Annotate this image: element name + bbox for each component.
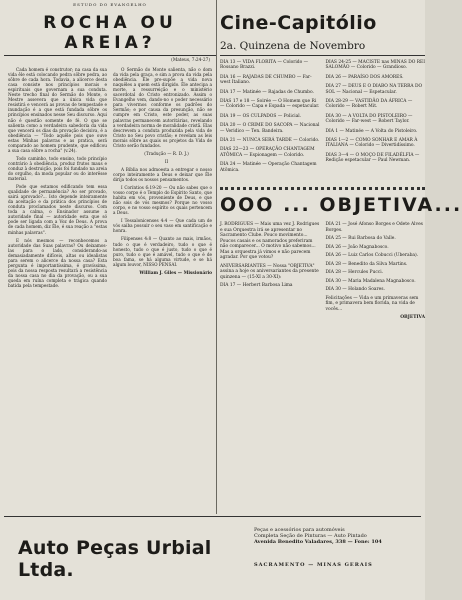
birthday-item: DIA 28 — Hercules Pucci. <box>325 270 384 276</box>
birthday-item: DIA 30 — Maria Madalena Magnabosco. <box>325 278 416 284</box>
paragraph: A Bíblia nos admoesta a entregar o nosso corpo inteiramente a Deus e deixar que Êle dirija todos os nossos pensamentos. <box>113 166 212 182</box>
objetiva-title: OOO ... OBJETIVA... <box>220 187 425 216</box>
paragraph: Todo caminho, todo ensino, todo princípio contrário à obediência, produz frutos maus e conduz à destruição, pois foi fundado na areia do orgulho, da moda popular ou do interêsse material. <box>8 155 107 182</box>
birthday-item: DIA 26 — João Magnabosco. <box>325 244 389 250</box>
paragraph: DIA 17 — Herbert Barbosa Lima <box>220 283 293 289</box>
ad-line: Peças e acessórios para automóveis <box>254 527 345 533</box>
birthday-item: DIA 26 — Luiz Carlos Cobucci (Uberaba). <box>325 253 419 259</box>
section-strip: ESTUDO DO EVANGELHO <box>73 2 147 7</box>
paragraph: E nós mesmos — reconhecemos a autoridade das Suas palavras? Ou deixamos-las para o lado, considerando-as demasiadamente difíceis, altas ou idealistas para serem o alicerce da nossa casa? Esta pergunta é importantíssima, é gravíssima, pois da nossa resposta resultará a resistência da nossa casa no dia da provação, ou a sua queda em ruína completa e trágica quando batida pela tempestade. <box>8 237 107 288</box>
birthday-item: DIA 30 — Holando Soares. <box>325 287 385 293</box>
article-body <box>4 67 216 291</box>
paragraph: ANIVERSARIANTES — Nossa "OBJETIVA" assina a hoje os aniversariantes da presente quinzena — (15-XI a 30-XI): <box>220 263 319 280</box>
birthday-item: DIA 28 — Benedito da Silva Martins. <box>325 261 408 267</box>
scripture-reference: (Mateus, 7:24-27) <box>171 58 210 63</box>
article-title: ROCHA OU AREIA? <box>4 13 216 56</box>
cinema-schedule <box>220 60 425 177</box>
schedule-item: DIAS 3—4 — O MOÇO DE FILADÉLFIA — Redição espetacular — Paul Newman. <box>325 152 420 164</box>
schedule-item: DIAS 22—23 — OPERAÇÃO CHANTAGEM ATÔMICA — Espionagem — Colorido. <box>220 147 315 158</box>
objetiva-col-2 <box>326 222 426 324</box>
schedule-item: DIA 21 — NUNCA SERÁ TARDE — Colorido. <box>220 138 320 144</box>
gospel-study-column <box>4 0 217 514</box>
schedule-item: DIAS 24-25 — MACISTE nas MINAS DO REI SALOMÃO — Colorido — Grandioso. <box>325 60 425 71</box>
section-number: II <box>164 158 169 164</box>
schedule-col-1 <box>220 60 320 177</box>
paragraph: O Sermão do Monte salienta, não o dom da vida pela graça, e sim a prova da vida pela obediência. Êle pre-supõe a vida nova naquêles a quem está dirigido. Êle antecipa a morte, a ressurreição e o ministério sacerdotal do Cristo entronizado. Assim o Evangelho vem, dando-no o poder necessário para vivermos conforme os padrões do Sermão; e por causa da presunção, não se cumpre em Cristo, este poder, as suas palavras permanecem autoritárias, revelando a verdadeira norma de moralidade cristã. Elas descrevem a conduta produzida pela vida de Cristo no Seu povo cristão; e revelam as leis morais sôbre as quais os projetos da Vida de Cristo serão fundados. <box>113 67 212 148</box>
paragraph: I Coríntios 6:19-20 — Ou não sabes que o vosso corpo é o Templo do Espírito Santo, que habita em vós, proveniente de Deus, e que não sois de vós mesmos? Porque no vosso corpo, e no vosso espírito os quais pertencem a Deus. <box>113 185 212 216</box>
paragraph: Pode que estamos edificando tem essa qualidade de permanência? Ao ser provado, sairá aprovado?... Isto depende inteiramente da aceitação e da prática dos princípios de conduta proclamados neste discurso. Com toda a calma, o Ensinador assume a autoridade final — autoridade esta que só pode ser ligada com a Voz de Deus. A prova de cada homem, diz Êle, é sua reação a "estas minhas palavras". <box>8 184 107 235</box>
translation-note: (Tradução — R. D. J.) <box>144 150 189 156</box>
schedule-item: DIA 20 — O CRIME DO SACOPA — Nacional — Veridico — Ten. Bandeira. <box>220 123 320 134</box>
birthday-item: DIA 25 — Rui Barbosa do Valle. <box>325 236 396 242</box>
ad-line: Completa Seção de Pinturas — Auto Pintado <box>254 533 367 539</box>
cinema-column <box>220 0 462 514</box>
paragraph: I Tessalonicenses 4:4 — Que cada um de vós saiba possuir o seu vaso em santificação e honra. <box>113 218 212 234</box>
paragraph: J. RODRIGUES — Mais uma vez J. Rodrigues e sua Orquestra irá se apresentar no Sacramento Clube. Pouco movimento... Poucos casais e os namorados preferiram não comparecer... O motivo não sabemos... Mas a orquestra já vimos e não parecem agradar. Por que votou? <box>220 222 320 261</box>
cinema-title: Cine-Capitólio <box>220 12 377 34</box>
schedule-item: DIA 17 — Matinée — Rajadas de Chumbo. <box>220 89 314 95</box>
schedule-item: DIA 26 — PARAÍSO DOS AMORES. <box>325 74 404 80</box>
objetiva-col-1 <box>220 222 320 324</box>
objetiva-body <box>220 222 425 324</box>
schedule-item: DIA 16 — RAJADAS DE CHUMBO — Far-west Italiano. <box>220 74 312 86</box>
schedule-item: DIA 19 — OS CULPADOS — Policial. <box>220 113 302 119</box>
felicitations: Felicitações — Vida e um primaveras sem fim, e primavera bem florida, na vida de vocês... <box>325 295 419 312</box>
article-col-1 <box>8 67 107 291</box>
cinema-subtitle: 2a. Quinzena de Novembro <box>220 40 425 56</box>
schedule-item: DIA 30 — A VOLTA DO PISTOLEIRO — Colorido — Far-west — Robert Taylor. <box>325 113 413 125</box>
paragraph: Cada homem é construtor; na casa da sua vida êle está colocando pedra sôbre pedra, ao sôbre de cada hora. Todavia, a alicerce desta casa consiste nos princípios morais e espirituais que governam a sua conduta. Neste trecho final do Sermão do Monte, o Mestre assevera que a única vida que resistirá e vencerá as provas de tempestade e inundação é a que está fundada sôbre os princípios ensinados nesse Seu discurso. Aqui não é questão somente de fé. O que se salienta como a verdadeira sabedoria da vida que vencerá os dias da provação decisiva, é a obediência — "Todo aquêle pois que ouve estas Minhas palavras e as pratica, será comparado ao homem prudente, que edificou a sua casa sôbre a rocha" (v.24). <box>8 67 107 153</box>
birthday-item: DIA 21 — José Afonso Borges e Odete Alves Borges. <box>325 222 423 233</box>
schedule-item: DIA 1 — Matinée — A Volta do Pistoleiro. <box>325 128 418 134</box>
schedule-item: DIA 28-29 — VASTIDÃO DA ÁFRICA — Colorido — Robert Mit. <box>325 99 413 110</box>
paragraph: Filipenses 4:8 — Quanto ao mais, irmãos, tudo o que é verdadeiro, tudo o que é honesto, tudo o que é justo, tudo o que é puro, tudo o que é amável, tudo o que é de boa fama, se há alguma virtude, e se há algum louvor, NISSO PENSAI. <box>113 236 212 267</box>
schedule-item: DIA 27 — DEUS E O DIABO NA TERRA DO SOL — Nacional — Espetacular. <box>325 84 423 95</box>
ad-details <box>248 517 421 597</box>
schedule-item: DIA 24 — Matinée — Operação Chantagem Atômica. <box>220 162 317 173</box>
ad-location: SACRAMENTO — MINAS GERAIS <box>254 562 373 568</box>
article-col-2 <box>113 67 212 291</box>
schedule-item: DIAS 17 e 18 — Soirée — O Homem que Ri — Colorido — Capa e Espada — espetacular. <box>220 99 320 110</box>
schedule-item: DIA 13 — VIDA FLORITA — Colorido — Rossano Brazzi. <box>220 60 309 71</box>
schedule-item: DIAS 1—2 — COMO SONHAR E AMAR À ITALIANA — Colorido — Divertidíssimo. <box>325 138 418 149</box>
advertisement <box>4 516 421 597</box>
ad-company-name: Auto Peças Urbial Ltda. <box>18 537 212 581</box>
schedule-col-2 <box>326 60 426 177</box>
objetiva-signature: OBJETIVA <box>400 315 425 321</box>
author-signature: William J. Giles — Missionário <box>139 270 212 276</box>
ad-address: Avenida Benedito Valadares, 338 — Fone: 104 <box>254 539 382 545</box>
